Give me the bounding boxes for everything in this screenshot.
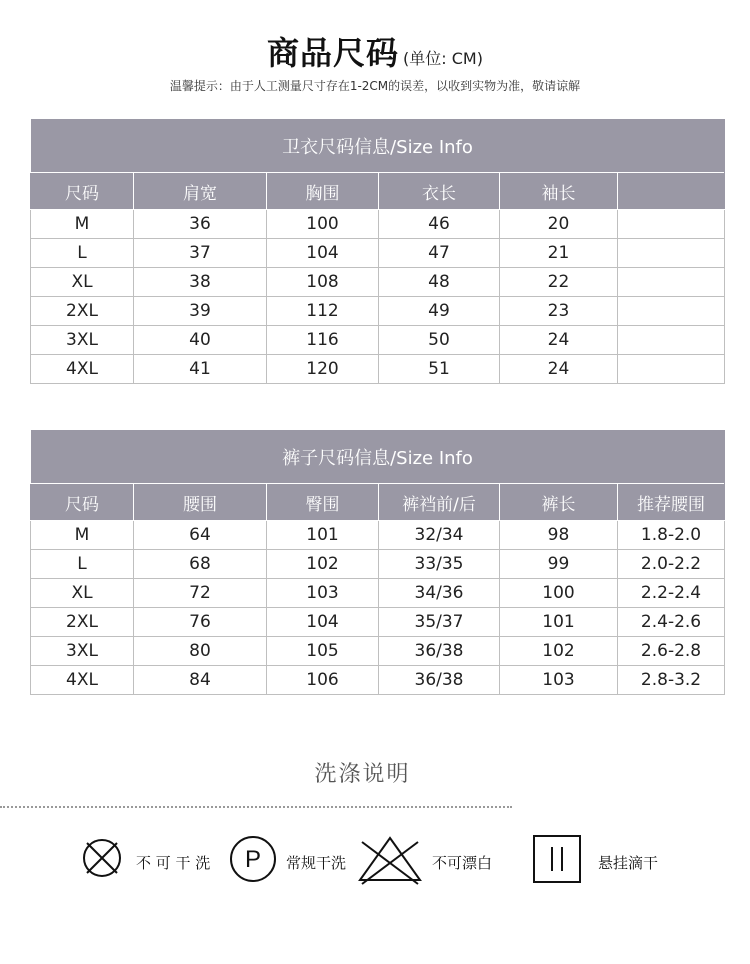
table-cell: 38 — [134, 268, 267, 297]
table-cell: 47 — [379, 239, 500, 268]
table-cell: 36 — [134, 210, 267, 239]
table-row — [31, 521, 725, 550]
table-row — [31, 666, 725, 695]
hang-dry-icon — [532, 834, 582, 884]
table-cell: 112 — [267, 297, 379, 326]
table-row — [31, 637, 725, 666]
column-header: 袖长 — [500, 173, 618, 210]
table-row — [31, 268, 725, 297]
table-cell: 84 — [134, 666, 267, 695]
table-cell: XL — [31, 579, 134, 608]
table-title: 卫衣尺码信息/Size Info — [31, 119, 725, 173]
page-title — [0, 28, 750, 74]
table-cell: 102 — [267, 550, 379, 579]
table-cell: 50 — [379, 326, 500, 355]
table-cell: 23 — [500, 297, 618, 326]
table-cell: 101 — [267, 521, 379, 550]
table-row — [31, 608, 725, 637]
care-label: 不可漂白 — [432, 854, 493, 872]
table-header-row — [31, 484, 725, 521]
no-bleach-icon — [356, 832, 424, 886]
column-header: 尺码 — [31, 173, 134, 210]
table-cell: 4XL — [31, 666, 134, 695]
table-row — [31, 239, 725, 268]
table-row — [31, 210, 725, 239]
table-cell: 3XL — [31, 637, 134, 666]
measurement-notice: 温馨提示：由于人工测量尺寸存在1-2CM的误差，以收到实物为准，敬请谅解 — [169, 79, 581, 93]
table-cell — [618, 355, 725, 384]
table-cell — [618, 210, 725, 239]
table-cell: 2XL — [31, 608, 134, 637]
table-cell: 80 — [134, 637, 267, 666]
table-cell: XL — [31, 268, 134, 297]
table-cell: 34/36 — [379, 579, 500, 608]
table-cell: 36/38 — [379, 666, 500, 695]
table-cell: 76 — [134, 608, 267, 637]
table-row — [31, 326, 725, 355]
table-cell: 39 — [134, 297, 267, 326]
pants-size-table — [30, 430, 725, 695]
table-cell: 104 — [267, 608, 379, 637]
table-cell: 36/38 — [379, 637, 500, 666]
table-cell: 48 — [379, 268, 500, 297]
table-cell: 68 — [134, 550, 267, 579]
table-cell: M — [31, 210, 134, 239]
care-label: 悬挂滴干 — [598, 854, 659, 872]
table-cell: 98 — [500, 521, 618, 550]
table-cell: 49 — [379, 297, 500, 326]
table-cell: M — [31, 521, 134, 550]
care-label: 不 可 干 洗 — [136, 854, 211, 872]
table-cell: 21 — [500, 239, 618, 268]
table-cell — [618, 297, 725, 326]
table-cell: L — [31, 239, 134, 268]
table-cell: 3XL — [31, 326, 134, 355]
table-cell: 64 — [134, 521, 267, 550]
table-cell: 2XL — [31, 297, 134, 326]
table-cell: 103 — [267, 579, 379, 608]
column-header: 推荐腰围 — [618, 484, 725, 521]
dry-clean-symbol: P — [244, 846, 262, 873]
unit-note: (单位: CM) — [403, 49, 483, 68]
table-cell: 100 — [267, 210, 379, 239]
table-cell: 51 — [379, 355, 500, 384]
column-header: 臀围 — [267, 484, 379, 521]
table-cell: 2.4-2.6 — [618, 608, 725, 637]
table-cell — [618, 239, 725, 268]
regular-dry-clean-icon — [228, 834, 278, 884]
table-title-row — [31, 119, 725, 173]
table-cell: 2.0-2.2 — [618, 550, 725, 579]
table-cell: 2.2-2.4 — [618, 579, 725, 608]
table-cell: 103 — [500, 666, 618, 695]
table-cell: 20 — [500, 210, 618, 239]
table-header-row — [31, 173, 725, 210]
table-cell: 101 — [500, 608, 618, 637]
table-cell: 40 — [134, 326, 267, 355]
table-cell: 1.8-2.0 — [618, 521, 725, 550]
table-cell: 100 — [500, 579, 618, 608]
column-header — [618, 173, 725, 210]
table-cell: 22 — [500, 268, 618, 297]
column-header: 裤裆前/后 — [379, 484, 500, 521]
table-cell: 105 — [267, 637, 379, 666]
table-cell: L — [31, 550, 134, 579]
table-cell — [618, 326, 725, 355]
table-cell: 24 — [500, 326, 618, 355]
table-title-row — [31, 430, 725, 484]
care-title: 洗涤说明 — [314, 762, 411, 787]
table-cell: 104 — [267, 239, 379, 268]
column-header: 腰围 — [134, 484, 267, 521]
no-dry-clean-icon — [80, 836, 124, 880]
table-cell — [618, 268, 725, 297]
table-cell: 33/35 — [379, 550, 500, 579]
table-cell: 35/37 — [379, 608, 500, 637]
column-header: 裤长 — [500, 484, 618, 521]
column-header: 衣长 — [379, 173, 500, 210]
care-label: 常规干洗 — [286, 854, 347, 872]
table-row — [31, 297, 725, 326]
section-divider — [0, 806, 512, 808]
table-cell: 41 — [134, 355, 267, 384]
table-cell: 4XL — [31, 355, 134, 384]
table-cell: 24 — [500, 355, 618, 384]
table-cell: 32/34 — [379, 521, 500, 550]
table-cell: 120 — [267, 355, 379, 384]
column-header: 胸围 — [267, 173, 379, 210]
table-cell: 72 — [134, 579, 267, 608]
table-cell: 116 — [267, 326, 379, 355]
table-cell: 99 — [500, 550, 618, 579]
page-title-text: 商品尺码 — [267, 34, 400, 72]
table-cell: 2.6-2.8 — [618, 637, 725, 666]
top-size-table — [30, 119, 725, 384]
table-row — [31, 579, 725, 608]
table-cell: 2.8-3.2 — [618, 666, 725, 695]
column-header: 尺码 — [31, 484, 134, 521]
table-cell: 108 — [267, 268, 379, 297]
table-cell: 106 — [267, 666, 379, 695]
table-title: 裤子尺码信息/Size Info — [31, 430, 725, 484]
table-row — [31, 550, 725, 579]
table-cell: 37 — [134, 239, 267, 268]
table-cell: 102 — [500, 637, 618, 666]
table-cell: 46 — [379, 210, 500, 239]
column-header: 肩宽 — [134, 173, 267, 210]
table-row — [31, 355, 725, 384]
